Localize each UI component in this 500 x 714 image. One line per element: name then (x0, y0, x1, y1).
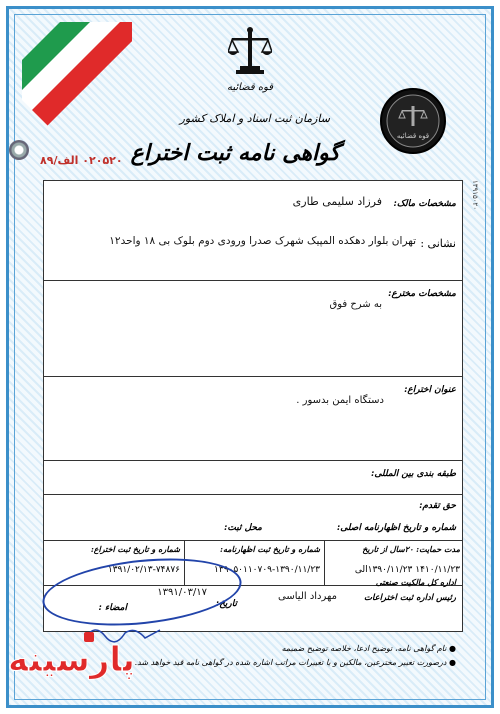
date-value: ۱۳۹۱/۰۳/۱۷ (157, 587, 207, 598)
owner-label: مشخصات مالک: (393, 199, 456, 209)
declaration-no-label: شماره و تاریخ ثبت اظهارنامه: (219, 544, 320, 554)
invention-title-label: عنوان اختراع: (404, 385, 456, 395)
signer-name: مهرداد الیاسی (278, 591, 337, 602)
grommet-icon (9, 140, 29, 160)
validity-value: ۱۴۱۰/۱۱/۲۳ ۱۳۹۰/۱۱/۲۳الی (354, 565, 460, 575)
declaration-label: شماره و تاریخ اظهارنامه اصلی: (336, 523, 456, 533)
seal-scales-icon (382, 90, 444, 152)
invention-title-value: دستگاه ایمن بدسور . (296, 395, 384, 406)
scales-of-justice-icon (228, 26, 272, 76)
owner-value: فرزاد سلیمی طاری (292, 195, 382, 208)
classification-label: طبقه بندی بین المللی: (371, 469, 456, 479)
classification-section (44, 461, 462, 495)
chief-label: رئیس اداره ثبت اختراعات (364, 593, 456, 603)
address-label: نشانی : (420, 237, 456, 250)
seal-text: قوه قضائیه (396, 132, 430, 140)
place-label: محل ثبت: (224, 523, 262, 533)
address-value: تهران بلوار دهکده المپیک شهرک صدرا ورودی دوم بلوک بی ۱۸ واحد۱۲ (109, 235, 416, 247)
office-label: اداره کل مالکیت صنعتی (375, 577, 456, 587)
date-label: تاریخ: (215, 599, 237, 609)
footer-notes (135, 642, 456, 670)
owner-section (44, 181, 462, 281)
footer-note-2: ● درصورت تغییر مخترعین، مالکین و یا تغییرات مراتب اشاره شده در گواهی نامه قید خواهد شد. (134, 658, 456, 667)
judiciary-label: قوه قضائیه (226, 82, 274, 93)
certificate-serial: ۰۲۰۵۲۰ الف/۸۹ (40, 154, 123, 167)
official-seal (380, 88, 446, 154)
organization-label: سازمان ثبت اسناد و املاک کشور (179, 112, 330, 125)
invention-title-section (44, 377, 462, 461)
sign-label: امضاء : (98, 603, 127, 613)
iran-flag-corner (22, 22, 132, 132)
registration-no-label: شماره و تاریخ ثبت اختراع: (90, 544, 180, 554)
inventor-section (44, 281, 462, 377)
priority-section (44, 495, 462, 541)
certificate-title: گواهی نامه ثبت اختراع (130, 140, 340, 166)
inventor-value: به شرح فوق (329, 299, 382, 310)
priority-label: حق تقدم: (419, 501, 456, 511)
registration-no-value: ۱۳۹۱/۰۲/۱۳-۷۴۸۷۶ (107, 565, 180, 575)
declaration-no-value: ۱۳۹۰۵۰۱۱۰۷۰۹-۱۳۹۰/۱۱/۲۳ (214, 565, 320, 575)
footer-note-1: ● نام گواهی نامه، توضیح ادعا، خلاصه توضیح ضمیمه (281, 644, 456, 653)
watermark-logo: پارسینه (8, 640, 135, 680)
side-number: ۱۳۹۱۵۰۲۰ (471, 180, 479, 211)
validity-label: مدت حمایت: ۲۰سال از تاریخ (362, 544, 460, 554)
inventor-label: مشخصات مخترع: (388, 289, 456, 299)
